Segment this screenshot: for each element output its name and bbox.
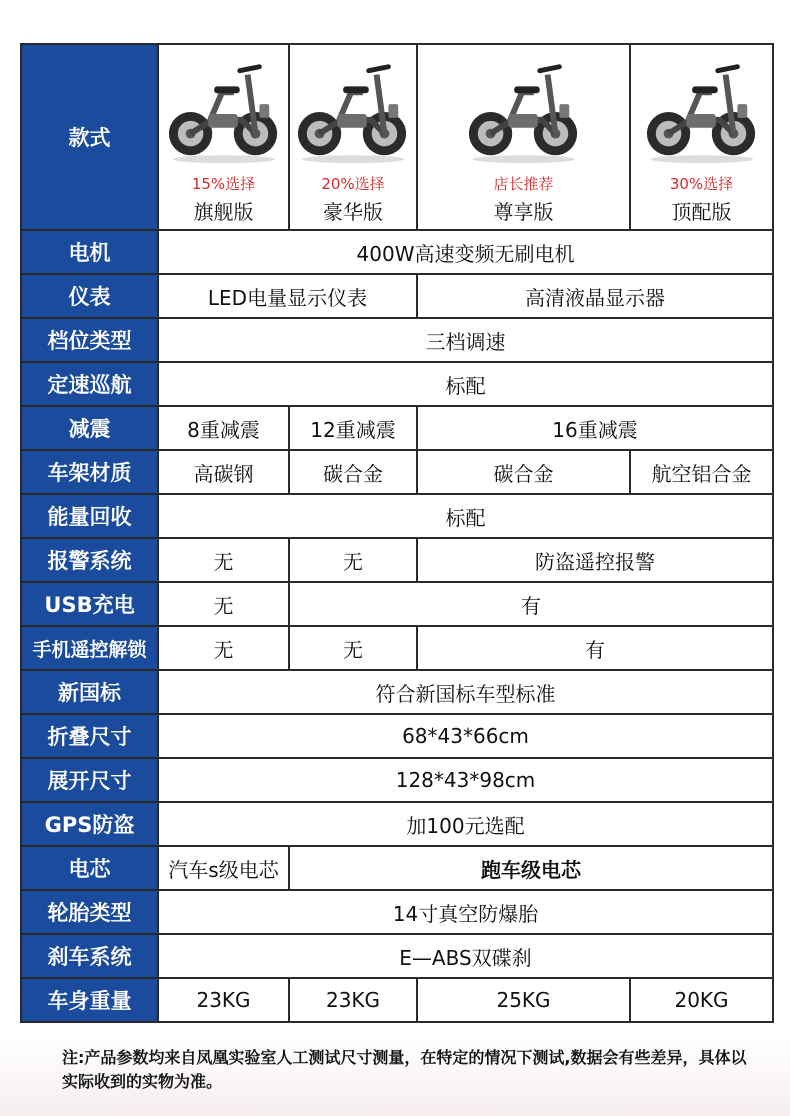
spec-value: 碳合金 xyxy=(417,450,630,494)
spec-value: 汽车s级电芯 xyxy=(158,846,289,890)
row-standard xyxy=(21,670,773,714)
row-label: 电芯 xyxy=(21,846,158,890)
row-label: 轮胎类型 xyxy=(21,890,158,934)
row-label: 车架材质 xyxy=(21,450,158,494)
spec-value: 高清液晶显示器 xyxy=(417,274,773,318)
spec-value: 20KG xyxy=(630,978,773,1022)
spec-value: 三档调速 xyxy=(158,318,773,362)
model-name: 顶配版 xyxy=(671,200,732,224)
row-cruise xyxy=(21,362,773,406)
model-cell-flagship xyxy=(158,44,289,230)
row-gps xyxy=(21,802,773,846)
row-label: 仪表 xyxy=(21,274,158,318)
spec-value: E—ABS双碟刹 xyxy=(158,934,773,978)
disclaimer-note: 注:产品参数均来自凤凰实验室人工测试尺寸测量，在特定的情况下测试,数据会有些差异，具体以实际收到的实物为准。 xyxy=(62,1048,747,1091)
row-regen xyxy=(21,494,773,538)
spec-value: 25KG xyxy=(417,978,630,1022)
spec-value: LED电量显示仪表 xyxy=(158,274,417,318)
row-label: 定速巡航 xyxy=(21,362,158,406)
selection-percent: 15%选择 xyxy=(191,175,256,193)
spec-value: 高碳钢 xyxy=(158,450,289,494)
model-name: 旗舰版 xyxy=(193,200,254,224)
row-frame xyxy=(21,450,773,494)
spec-value: 无 xyxy=(289,626,417,670)
selection-percent: 20%选择 xyxy=(321,175,385,193)
spec-value: 400W高速变频无刷电机 xyxy=(158,230,773,274)
model-cell-deluxe xyxy=(289,44,417,230)
row-label: 能量回收 xyxy=(21,494,158,538)
row-label: 车身重量 xyxy=(21,978,158,1022)
spec-value: 标配 xyxy=(158,494,773,538)
spec-value: 有 xyxy=(289,582,773,626)
row-label: 报警系统 xyxy=(21,538,158,582)
spec-value: 无 xyxy=(158,626,289,670)
spec-value: 碳合金 xyxy=(289,450,417,494)
row-label-style: 款式 xyxy=(21,44,158,230)
row-label: USB充电 xyxy=(21,582,158,626)
row-label: 手机遥控解锁 xyxy=(21,626,158,670)
spec-value: 14寸真空防爆胎 xyxy=(158,890,773,934)
row-usb xyxy=(21,582,773,626)
row-label: 展开尺寸 xyxy=(21,758,158,802)
row-label: 新国标 xyxy=(21,670,158,714)
spec-value: 跑车级电芯 xyxy=(289,846,773,890)
row-label: 折叠尺寸 xyxy=(21,714,158,758)
spec-value: 无 xyxy=(158,582,289,626)
row-label: 电机 xyxy=(21,230,158,274)
spec-value: 23KG xyxy=(289,978,417,1022)
row-motor xyxy=(21,230,773,274)
electric-bike-icon xyxy=(643,55,761,167)
row-folded-size xyxy=(21,714,773,758)
row-phone-unlock xyxy=(21,626,773,670)
electric-bike-icon xyxy=(165,55,283,167)
row-label: GPS防盗 xyxy=(21,802,158,846)
spec-value: 加100元选配 xyxy=(158,802,773,846)
row-gears xyxy=(21,318,773,362)
model-name: 尊享版 xyxy=(493,200,554,224)
model-header-row xyxy=(21,44,773,230)
row-label: 档位类型 xyxy=(21,318,158,362)
electric-bike-icon xyxy=(465,55,583,167)
row-brake xyxy=(21,934,773,978)
selection-percent: 30%选择 xyxy=(669,175,734,193)
row-label: 减震 xyxy=(21,406,158,450)
model-cell-top xyxy=(630,44,773,230)
spec-value: 符合新国标车型标准 xyxy=(158,670,773,714)
row-alarm xyxy=(21,538,773,582)
row-unfolded-size xyxy=(21,758,773,802)
manager-recommend: 店长推荐 xyxy=(493,175,554,193)
spec-value: 有 xyxy=(417,626,773,670)
spec-value: 无 xyxy=(289,538,417,582)
spec-value: 航空铝合金 xyxy=(630,450,773,494)
spec-value: 16重减震 xyxy=(417,406,773,450)
spec-table xyxy=(20,43,774,1023)
row-label: 刹车系统 xyxy=(21,934,158,978)
row-meter xyxy=(21,274,773,318)
spec-value: 23KG xyxy=(158,978,289,1022)
spec-value: 128*43*98cm xyxy=(158,758,773,802)
row-shock xyxy=(21,406,773,450)
model-name: 豪华版 xyxy=(323,200,383,224)
electric-bike-icon xyxy=(294,55,412,167)
spec-value: 68*43*66cm xyxy=(158,714,773,758)
spec-value: 标配 xyxy=(158,362,773,406)
spec-value: 12重减震 xyxy=(289,406,417,450)
row-weight xyxy=(21,978,773,1022)
spec-value: 无 xyxy=(158,538,289,582)
spec-value: 8重减震 xyxy=(158,406,289,450)
spec-value: 防盗遥控报警 xyxy=(417,538,773,582)
row-cell xyxy=(21,846,773,890)
row-tire xyxy=(21,890,773,934)
model-cell-premium xyxy=(417,44,630,230)
